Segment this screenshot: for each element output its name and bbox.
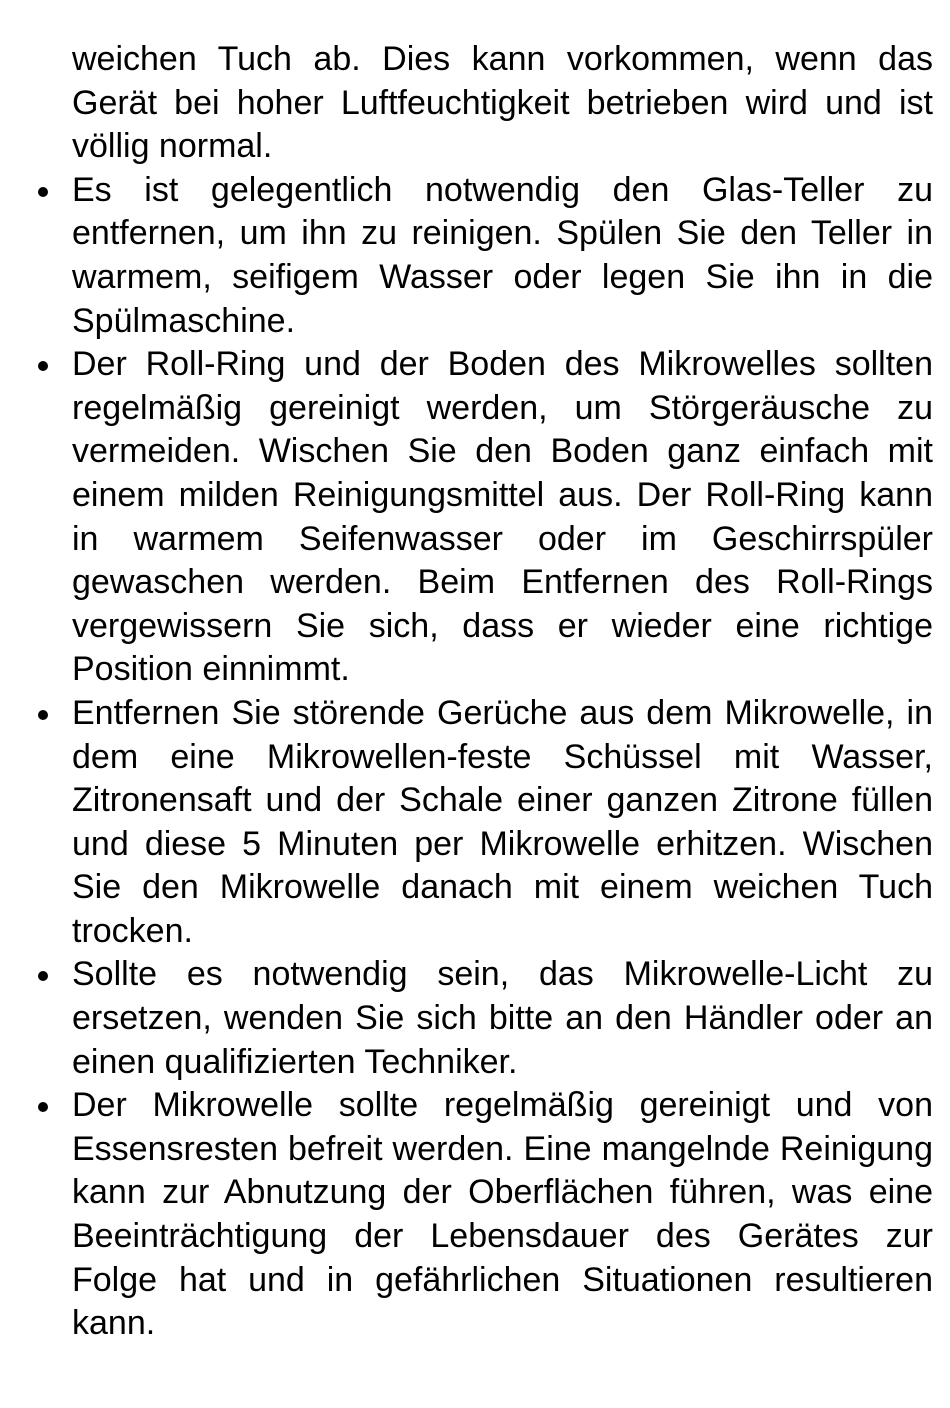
list-item-text: Der Mikrowelle sollte regelmäßig gereinigt und von Essensresten befreit werden. Eine mangelnde Reinigung kann zur Abnutzung der Oberflächen führen, was eine Beeinträchtigung der Lebensdauer des Gerätes zur Folge hat und in gefährlichen Situationen resultieren kann. <box>72 1086 933 1343</box>
list-item-text: Es ist gelegentlich notwendig den Glas-Teller zu entfernen, um ihn zu reinigen. Spülen Sie den Teller in warmem, seifigem Wasser oder legen Sie ihn in die Spülmaschine. <box>72 170 933 340</box>
bullet-icon <box>38 1102 48 1112</box>
bullet-icon <box>38 710 48 720</box>
bullet-icon <box>38 361 48 371</box>
bullet-icon <box>38 971 48 981</box>
list-item-text: Sollte es notwendig sein, das Mikrowelle-Licht zu ersetzen, wenden Sie sich bitte an den Händler oder an einen qualifizierten Techniker. <box>72 955 933 1081</box>
list-item <box>0 692 950 954</box>
list-item <box>0 169 950 343</box>
list-item <box>0 953 950 1084</box>
list-item <box>0 1084 950 1346</box>
list-item-text: Der Roll-Ring und der Boden des Mikrowelles sollten regelmäßig gereinigt werden, um Störgeräusche zu vermeiden. Wischen Sie den Boden ganz einfach mit einem milden Reinigungsmittel aus. Der Roll-Ring kann in warmem Seifenwasser oder im Geschirrspüler gewaschen werden. Beim Entfernen des Roll-Rings vergewissern Sie sich, dass er wieder eine richtige Position einnimmt. <box>72 345 933 689</box>
bullet-icon <box>38 187 48 197</box>
list-item-text: Entfernen Sie störende Gerüche aus dem Mikrowelle, in dem eine Mikrowellen-feste Schüssel mit Wasser, Zitronensaft und der Schale einer ganzen Zitrone füllen und diese 5 Minuten per Mikrowelle erhitzen. Wischen Sie den Mikrowelle danach mit einem weichen Tuch trocken. <box>72 693 933 950</box>
continuation-paragraph: weichen Tuch ab. Dies kann vorkommen, wenn das Gerät bei hoher Luftfeuchtigkeit betrieben wird und ist völlig normal. <box>72 40 933 166</box>
list-item <box>0 343 950 692</box>
document-page <box>0 38 950 1346</box>
